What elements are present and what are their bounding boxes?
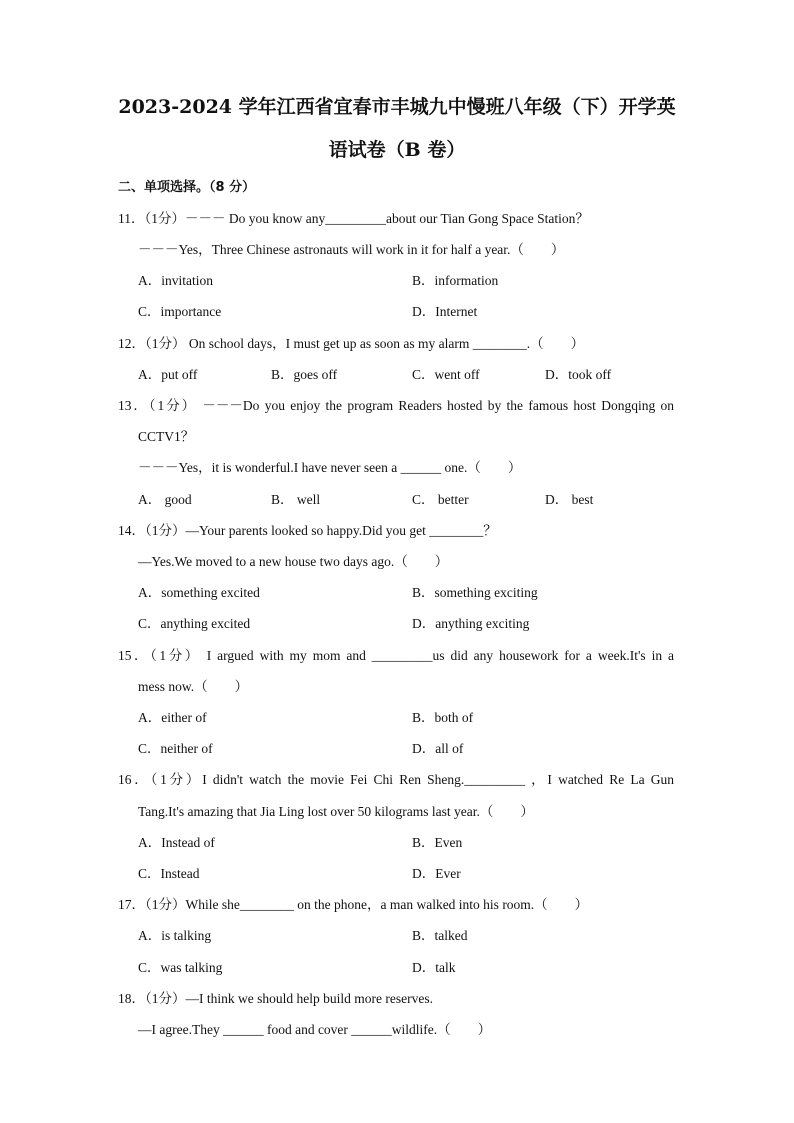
question-15-option-c[interactable]: C．neither of [138,741,213,756]
exam-title-line-1: 2023-2024 学年江西省宜春市丰城九中慢班八年级（下）开学英 [118,96,676,118]
section-heading: 二、单项选择。（8 分） [118,180,256,195]
question-17-option-c[interactable]: C．was talking [138,960,223,975]
question-12-option-b[interactable]: B．goes off [271,367,338,382]
exam-title-line-2: 语试卷（B 卷） [328,139,466,161]
question-12-option-c[interactable]: C．went off [412,367,480,382]
question-14-stem-line-2: —Yes.We moved to a new house two days ago.（ ） [138,554,449,569]
question-13-stem: 13．（1分） －－－Do you enjoy the program Readers hosted by the famous host Dongqing on [118,398,674,413]
question-16-option-b[interactable]: B．Even [412,835,463,850]
question-17-option-b[interactable]: B．talked [412,928,468,943]
question-11-option-b[interactable]: B．information [412,273,499,288]
question-16-option-a[interactable]: A．Instead of [138,835,215,850]
question-17-option-a[interactable]: A．is talking [138,928,212,943]
question-15-option-b[interactable]: B．both of [412,710,474,725]
question-13-option-a[interactable]: A． good [138,492,192,507]
question-16-stem: 16．（1分）I didn't watch the movie Fei Chi Ren Sheng._________ ，I watched Re La Gun [118,772,674,787]
question-18-stem: 18．（1分）—I think we should help build more reserves. [118,991,433,1006]
question-15-stem-line-2: mess now.（ ） [138,679,249,694]
question-16-stem-line-2: Tang.It's amazing that Jia Ling lost over 50 kilograms last year.（ ） [138,804,534,819]
question-15-option-a[interactable]: A．either of [138,710,207,725]
question-17-option-d[interactable]: D．talk [412,960,456,975]
question-16-option-d[interactable]: D．Ever [412,866,461,881]
question-15-stem: 15．（1分） I argued with my mom and _________us did any housework for a week.It's in a [118,648,674,663]
question-18-stem-line-2: —I agree.They ______ food and cover ______wildlife.（ ） [138,1022,492,1037]
question-12-stem: 12．（1分） On school days，I must get up as soon as my alarm ________.（ ） [118,336,585,351]
question-12-option-d[interactable]: D．took off [545,367,612,382]
question-11-stem: 11．（1分）－－－ Do you know any_________about our Tian Gong Space Station？ [118,211,589,226]
question-13-option-d[interactable]: D． best [545,492,594,507]
question-14-option-c[interactable]: C．anything excited [138,616,251,631]
question-11-stem-line-2: －－－Yes，Three Chinese astronauts will work in it for half a year.（ ） [138,242,565,257]
question-11-option-a[interactable]: A．invitation [138,273,213,288]
question-13-stem-line-2: CCTV1？ [138,429,195,444]
question-13-stem-line-3: －－－Yes，it is wonderful.I have never seen a ______ one.（ ） [138,460,522,475]
question-14-option-d[interactable]: D．anything exciting [412,616,530,631]
question-11-option-c[interactable]: C．importance [138,304,222,319]
question-14-option-b[interactable]: B．something exciting [412,585,538,600]
question-12-option-a[interactable]: A．put off [138,367,198,382]
question-13-option-c[interactable]: C． better [412,492,469,507]
question-11-option-d[interactable]: D．Internet [412,304,478,319]
question-16-option-c[interactable]: C．Instead [138,866,200,881]
question-14-option-a[interactable]: A．something excited [138,585,260,600]
question-15-option-d[interactable]: D．all of [412,741,464,756]
question-13-option-b[interactable]: B． well [271,492,321,507]
question-17-stem: 17．（1分）While she________ on the phone，a man walked into his room.（ ） [118,897,589,912]
question-14-stem: 14．（1分）—Your parents looked so happy.Did you get ________？ [118,523,497,538]
